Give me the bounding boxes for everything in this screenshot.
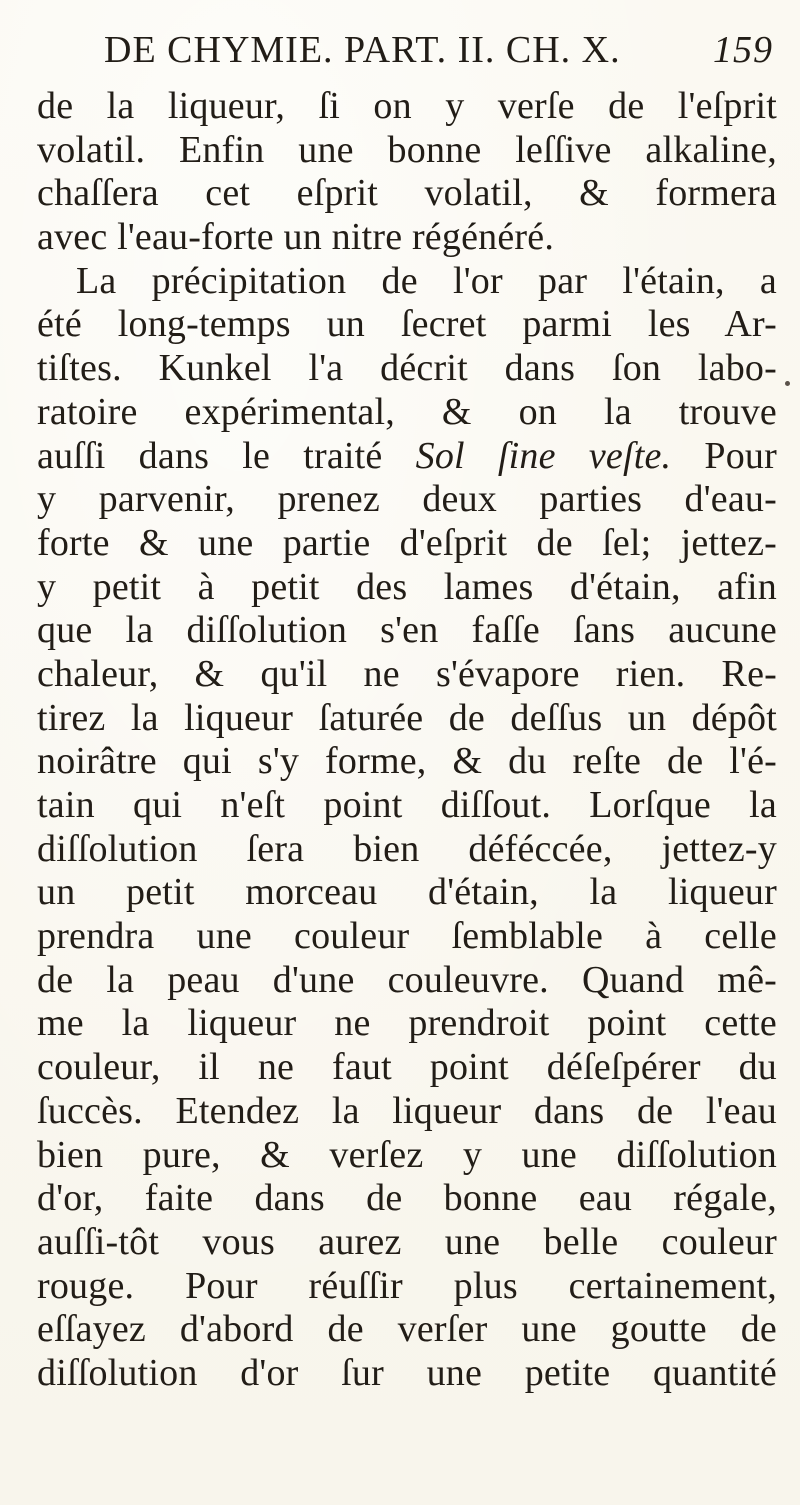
text-line: de la liqueur, ſi on y verſe de l'eſprit: [37, 85, 777, 127]
text-segment: Pour: [704, 434, 777, 477]
text-segment: auſſi dans le traité: [37, 434, 383, 477]
text-line: rouge. Pour réuſſir plus certainement,: [37, 1264, 777, 1307]
text-line: tiſtes. Kunkel l'a décrit dans ſon labo-: [37, 347, 777, 390]
text-line: été long-temps un ſecret parmi les Ar-: [37, 303, 777, 346]
text-line: volatil. Enfin une bonne leſſive alkaline,: [37, 128, 777, 171]
body-text: [37, 85, 777, 1396]
paragraph-start-line: La précipitation de l'or par l'étain, a: [76, 259, 777, 302]
book-title: Sol ſine veſte.: [415, 434, 672, 477]
text-line: un petit morceau d'étain, la liqueur: [37, 871, 777, 914]
text-line: y petit à petit des lames d'étain, afin: [37, 565, 777, 608]
text-line: ratoire expérimental, & on la trouve: [37, 390, 777, 433]
margin-mark: [785, 381, 790, 386]
text-line: diſſolution ſera bien déféccée, jettez-y: [37, 827, 777, 870]
text-line: de la peau d'une couleuvre. Quand mê-: [37, 958, 777, 1001]
text-line: tirez la liqueur ſaturée de deſſus un dépôt: [37, 696, 777, 739]
page-number: 159: [713, 29, 773, 71]
text-line: tain qui n'eſt point diſſout. Lorſque la: [37, 784, 777, 826]
text-line: chaleur, & qu'il ne s'évapore rien. Re-: [37, 652, 777, 695]
text-line: prendra une couleur ſemblable à celle: [37, 915, 777, 958]
text-line: me la liqueur ne prendroit point cette: [37, 1002, 777, 1045]
text-line: diſſolution d'or ſur une petite quantité: [37, 1351, 777, 1394]
text-line: d'or, faite dans de bonne eau régale,: [37, 1177, 777, 1220]
text-line: forte & une partie d'eſprit de ſel; jettez-: [37, 521, 777, 564]
running-head: [38, 20, 773, 80]
text-line: noirâtre qui s'y forme, & du reſte de l'é-: [37, 740, 777, 783]
text-line: avec l'eau-forte un nitre régénéré.: [37, 216, 555, 259]
text-line: couleur, il ne faut point déſeſpérer du: [37, 1046, 777, 1089]
text-line: ſuccès. Etendez la liqueur dans de l'eau: [37, 1089, 777, 1132]
text-line: que la diſſolution s'en faſſe ſans aucune: [37, 609, 777, 652]
text-line: bien pure, & verſez y une diſſolution: [37, 1133, 777, 1176]
text-line: auſſi-tôt vous aurez une belle couleur: [37, 1220, 777, 1263]
text-line-with-title: [37, 435, 777, 479]
text-line: eſſayez d'abord de verſer une goutte de: [37, 1308, 777, 1351]
text-line: chaſſera cet eſprit volatil, & formera: [37, 172, 777, 215]
text-line: y parvenir, prenez deux parties d'eau-: [37, 478, 777, 521]
running-head-title: DE CHYMIE. PART. II. CH. X.: [104, 29, 621, 71]
